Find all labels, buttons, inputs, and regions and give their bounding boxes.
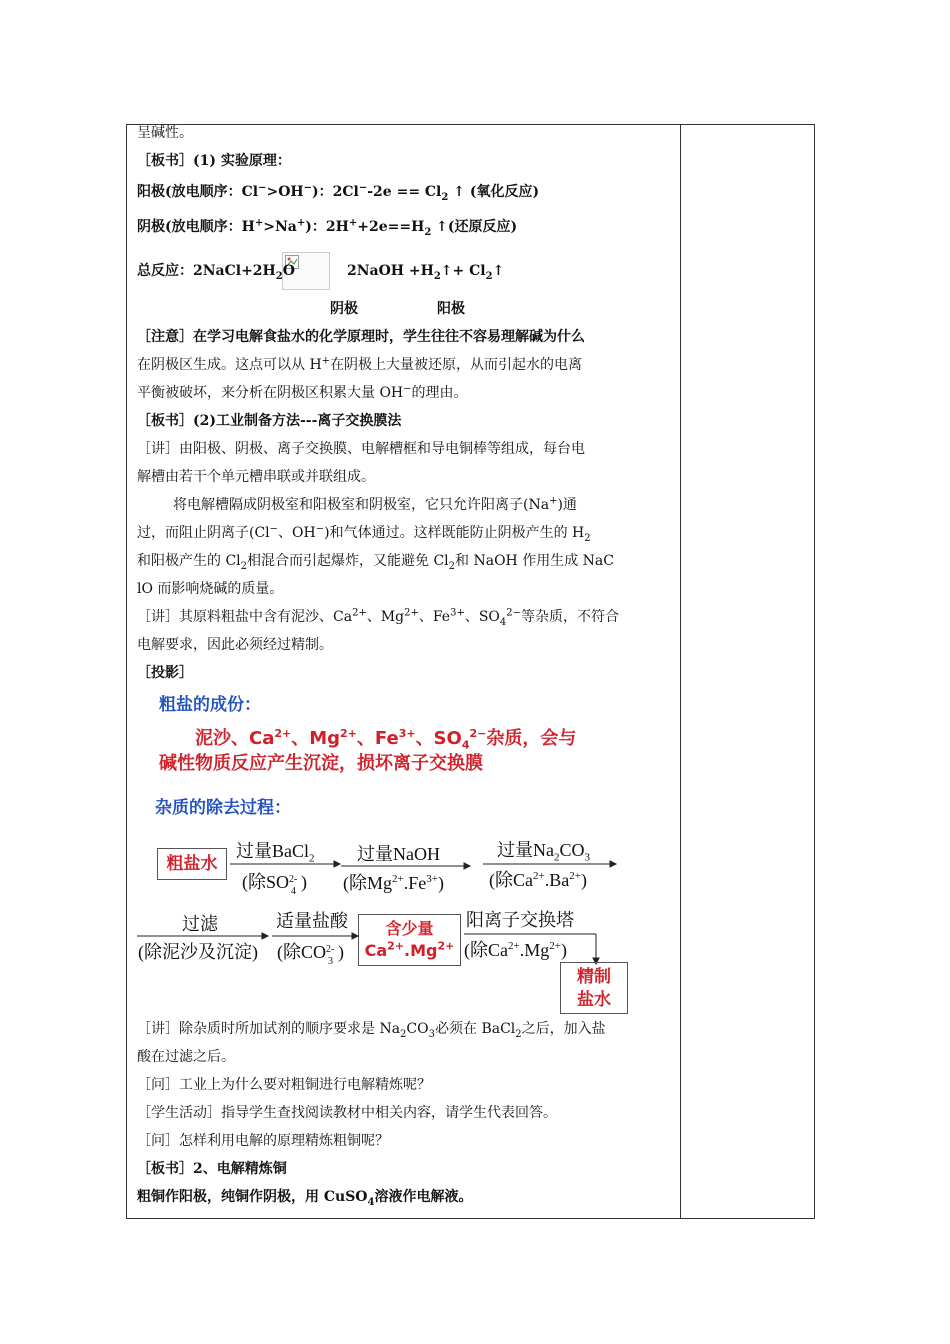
board-heading: ［投影］ (137, 665, 193, 681)
text-line: 粗铜作阳极，纯铜作阴极，用 CuSO$_4$溶液作电解液。 (137, 1189, 473, 1208)
total-reaction: 总反应：$2NaCl+2H_2O$ 2NaOH $+H_2↑+$ $Cl_2↑$ (137, 263, 505, 282)
step-ion-exchange: 阳离子交换塔 (466, 910, 574, 930)
impurity-line: 碱性物质反应产生沉淀，损坏离子交换膜 (159, 753, 483, 774)
remove-sediment: (除泥沙及沉淀) (138, 942, 258, 962)
refined-brine-box (560, 962, 628, 1014)
impurity-line: 泥沙、$Ca^{2+}$、$Mg^{2+}$、$Fe^{3+}$、$SO_4^{2-}$杂质，会与 (195, 727, 577, 752)
text-line: 呈碱性。 (137, 125, 193, 141)
remove-so4: (除SO 2- 4 ) (242, 872, 308, 897)
text-line: 过，而阻止阴离子(Cl−、OH−)和气体通过。这样既能防止阴极产生的 $H_2$ (137, 523, 591, 544)
electrode-label-cathode: 阴极 (330, 301, 358, 317)
text-line: ［讲］除杂质时所加试剂的顺序要求是 $Na_2CO_3$必须在 BaCl$_2$之后，加入盐 (137, 1021, 606, 1040)
box-label: 含少量 (385, 919, 434, 938)
text-line: ［学生活动］指导学生查找阅读教材中相关内容，请学生代表回答。 (137, 1105, 557, 1121)
raw-brine-box: 粗盐水 (157, 848, 227, 880)
remove-co3: (除CO 2- 3 ) (277, 942, 344, 967)
text-line: ［讲］由阳极、阴极、离子交换膜、电解槽框和导电铜棒等组成，每台电 (137, 441, 585, 457)
board-heading: ［板书］2、电解精炼铜 (137, 1161, 287, 1177)
reagent-bacl2: 过量BaCl$_2$ (236, 841, 315, 865)
reagent-hcl: 适量盐酸 (276, 911, 348, 931)
remove-ca-mg: (除$Ca^{2+}.Mg^{2+}$) (464, 940, 567, 960)
reagent-naoh: 过量NaOH (357, 844, 440, 864)
electrode-label-anode: 阳极 (437, 301, 465, 317)
text-line: lO 而影响烧碱的质量。 (137, 581, 284, 597)
text-line: 将电解槽隔成阴极室和阳极室和阴极室，它只允许阳离子(Na+)通 (173, 495, 577, 513)
text-line: 酸在过滤之后。 (137, 1049, 235, 1065)
text-line: ［注意］在学习电解食盐水的化学原理时，学生往往不容易理解碱为什么 (137, 329, 585, 345)
box-label: 盐水 (577, 990, 611, 1010)
remove-ca-ba: (除$Ca^{2+}.Ba^{2+}$) (489, 870, 587, 890)
cathode-equation: 阴极(放电顺序：H+>Na+)：$2H^++2e==H_2$ ↑(还原反应) (137, 217, 518, 238)
box-label: $Ca^{2+}.Mg^{2+}$ (364, 939, 455, 960)
text-line: ［问］工业上为什么要对粗铜进行电解精炼呢？ (137, 1077, 431, 1093)
text-line: 和阳极产生的 $Cl_2$相混合而引起爆炸，又能避免 $Cl_2$和 NaOH 作用生成 NaC (137, 553, 614, 572)
reagent-na2co3: 过量$Na_2CO_3$ (497, 840, 591, 864)
text-line: 平衡被破坏，来分析在阴极区积累大量 OH−的理由。 (137, 383, 468, 401)
text-line: 在阴极区生成。这点可以从 H+在阴极上大量被还原，从而引起水的电离 (137, 355, 583, 373)
table-column-divider (680, 124, 681, 1219)
anode-equation: 阳极(放电顺序：Cl−>OH−)：$2Cl^--2e == Cl_2$ ↑ (氧化反应) (137, 182, 540, 203)
projection-title: 粗盐的成份： (159, 695, 261, 715)
text-line: 解槽由若干个单元槽串联或并联组成。 (137, 469, 375, 485)
text-line: ［讲］其原料粗盐中含有泥沙、$Ca^{2+}$、$Mg^{2+}$、$Fe^{3+}$、$SO_4^{2-}$等杂质，不符合 (137, 607, 620, 628)
board-heading: ［板书］(2)工业制备方法---离子交换膜法 (137, 413, 402, 429)
step-filter: 过滤 (182, 914, 218, 934)
box-label: 精制 (577, 967, 611, 987)
process-title: 杂质的除去过程： (155, 798, 291, 818)
text-line: 电解要求，因此必须经过精制。 (137, 637, 333, 653)
remove-mg-fe: (除$Mg^{2+}.Fe^{3+}$) (343, 873, 444, 893)
text-line: ［问］怎样利用电解的原理精炼粗铜呢？ (137, 1133, 389, 1149)
partial-brine-box (358, 914, 461, 966)
board-heading: ［板书］(1) 实验原理： (137, 153, 291, 169)
